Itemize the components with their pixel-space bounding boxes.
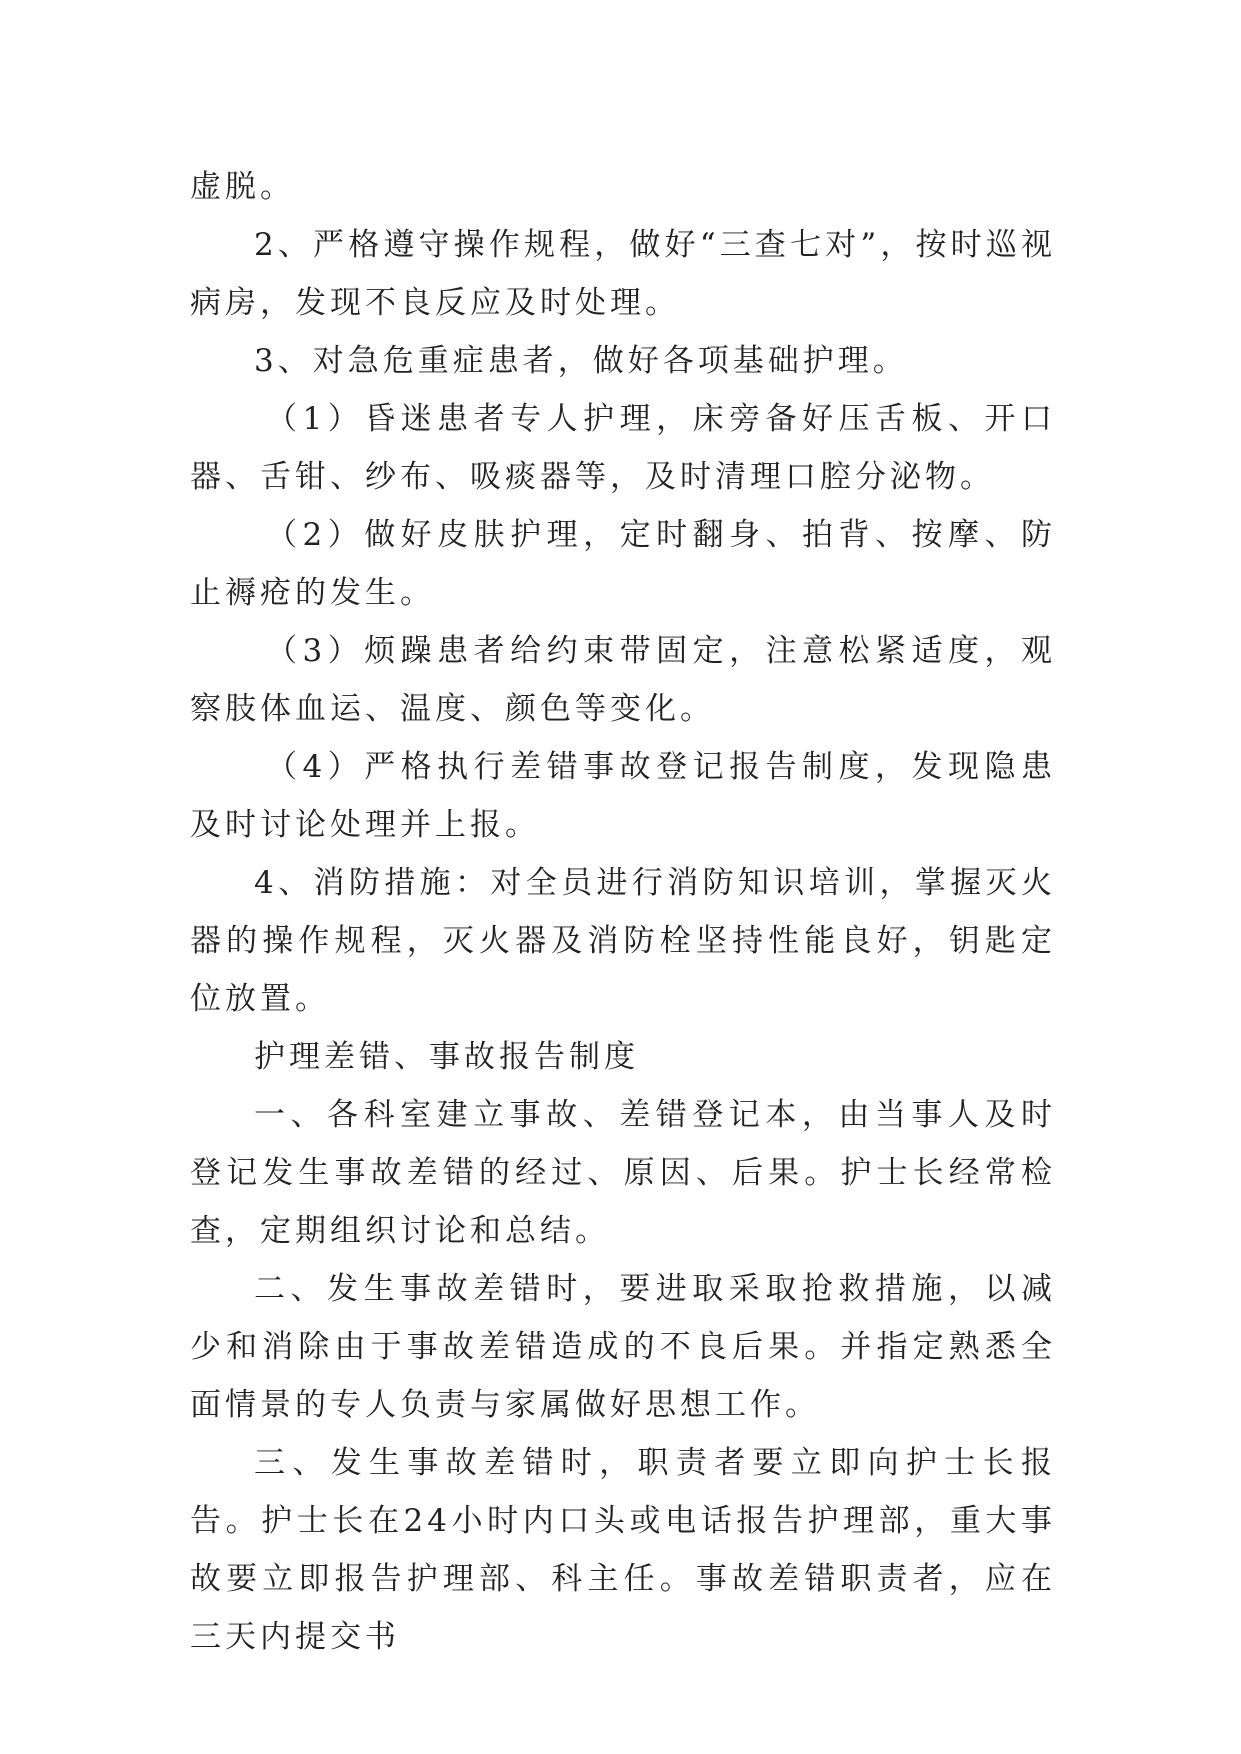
paragraph-subitem-4: （4）严格执行差错事故登记报告制度，发现隐患及时讨论处理并上报。: [190, 749, 1056, 843]
paragraph-rule-3: 三、发生事故差错时，职责者要立即向护士长报告。护士长在24小时内口头或电话报告护理部，重大事故要立即报告护理部、科主任。事故差错职责者，应在三天内提交书: [190, 1445, 1056, 1655]
paragraph-subitem-2: （2）做好皮肤护理，定时翻身、拍背、按摩、防止褥疮的发生。: [190, 517, 1056, 611]
paragraph-continuation: 虚脱。: [190, 169, 295, 205]
paragraph-subitem-3: （3）烦躁患者给约束带固定，注意松紧适度，观察肢体血运、温度、颜色等变化。: [190, 633, 1056, 727]
paragraph-item-2: 2、严格遵守操作规程，做好“三查七对”，按时巡视病房，发现不良反应及时处理。: [190, 227, 1056, 321]
paragraph-rule-1: 一、各科室建立事故、差错登记本，由当事人及时登记发生事故差错的经过、原因、后果。护士长经常检查，定期组织讨论和总结。: [190, 1097, 1056, 1249]
document-body: [190, 158, 1056, 1666]
section-heading: 护理差错、事故报告制度: [254, 1039, 639, 1075]
paragraph-rule-2: 二、发生事故差错时，要进取采取抢救措施，以减少和消除由于事故差错造成的不良后果。并指定熟悉全面情景的专人负责与家属做好思想工作。: [190, 1271, 1056, 1423]
paragraph-subitem-1: （1）昏迷患者专人护理，床旁备好压舌板、开口器、舌钳、纱布、吸痰器等，及时清理口腔分泌物。: [190, 401, 1056, 495]
paragraph-item-3: 3、对急危重症患者，做好各项基础护理。: [254, 343, 908, 379]
paragraph-item-4: 4、消防措施：对全员进行消防知识培训，掌握灭火器的操作规程，灭火器及消防栓坚持性能良好，钥匙定位放置。: [190, 865, 1056, 1017]
